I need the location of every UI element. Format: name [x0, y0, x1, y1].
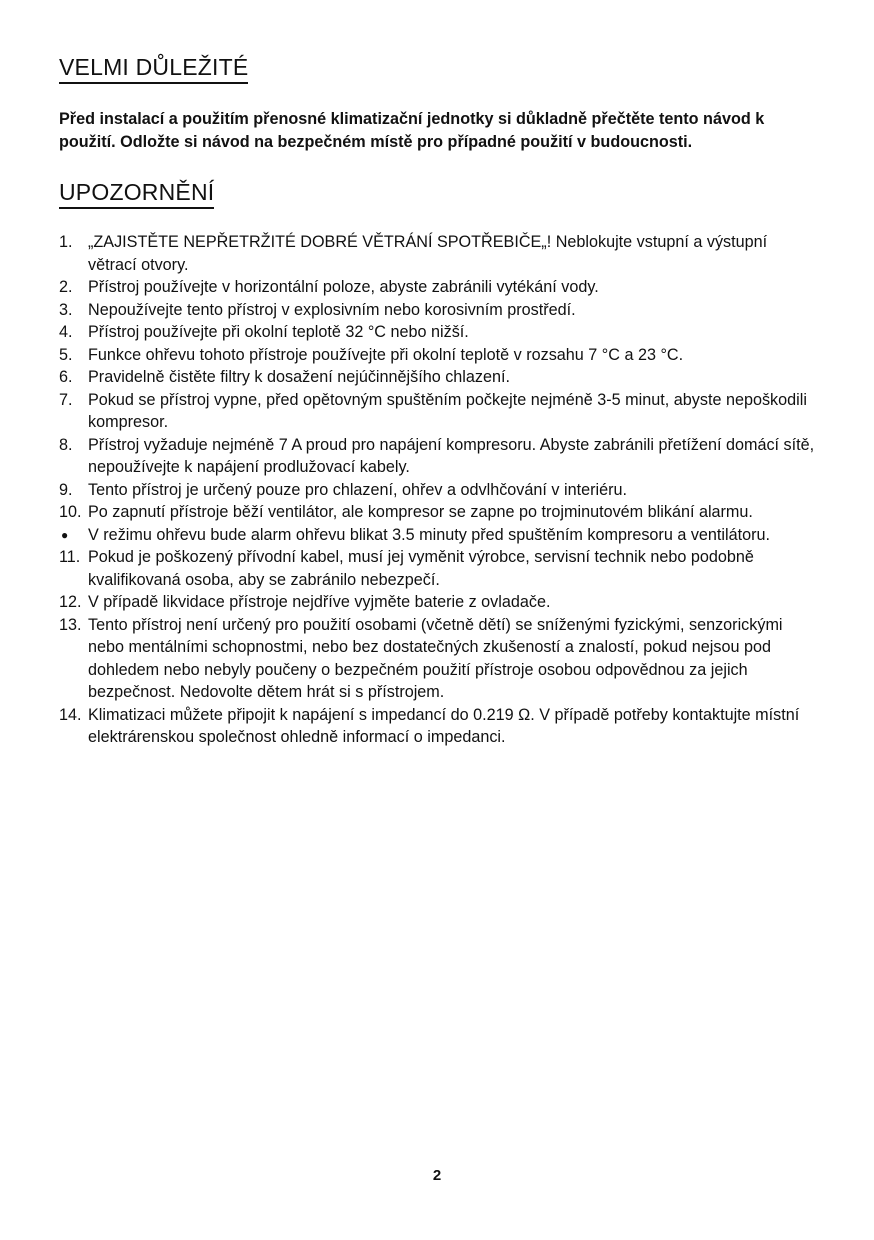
list-marker: 3. — [59, 300, 73, 319]
list-item — [59, 344, 819, 367]
list-item-text: V případě likvidace přístroje nejdříve vyjměte baterie z ovladače. — [88, 593, 551, 611]
list-item — [59, 591, 819, 614]
document-page — [59, 52, 819, 749]
list-marker: 2. — [59, 278, 73, 296]
list-item-text: Přístroj vyžaduje nejméně 7 A proud pro napájení kompresoru. Abyste zabránili přetížení domácí sítě, nepoužívejte k napájení prodlužovací kabely. — [88, 435, 815, 476]
list-item-text: Pravidelně čistěte filtry k dosažení nejúčinnějšího chlazení. — [88, 368, 511, 386]
list-marker: 13. — [59, 615, 82, 634]
list-item-text: Funkce ohřevu tohoto přístroje používejte při okolní teplotě v rozsahu 7 °C a 23 °C. — [88, 345, 684, 364]
list-item — [59, 231, 819, 276]
list-item — [59, 614, 819, 704]
list-item — [59, 501, 819, 524]
list-item — [59, 389, 819, 434]
list-item — [59, 524, 819, 547]
list-item-text: Pokud se přístroj vypne, před opětovným spuštěním počkejte nejméně 3-5 minut, abyste nepoškodili kompresor. — [88, 390, 807, 431]
list-item — [59, 704, 819, 749]
list-item — [59, 366, 819, 389]
list-item-text: Klimatizaci můžete připojit k napájení s impedancí do 0.219 Ω. V případě potřeby kontaktujte místní elektrárenskou společnost ohledně informací o impedanci. — [88, 705, 800, 746]
list-marker: 5. — [59, 345, 73, 364]
list-item — [59, 321, 819, 344]
list-item — [59, 546, 819, 591]
list-item-text: Pokud je poškozený přívodní kabel, musí jej vyměnit výrobce, servisní technik nebo podobně kvalifikovaná osoba, aby se zabránilo nebezpečí. — [88, 548, 754, 589]
important-notice-text: Před instalací a použitím přenosné klimatizační jednotky si důkladně přečtěte tento návod k použití. Odložte si návod na bezpečném místě pro případné použití v budoucnosti. — [59, 110, 765, 151]
list-item-text: V režimu ohřevu bude alarm ohřevu blikat 3.5 minuty před spuštěním kompresoru a ventilátoru. — [88, 525, 771, 544]
list-item-text: Nepoužívejte tento přístroj v explosivním nebo korosivním prostředí. — [88, 300, 576, 319]
list-item — [59, 276, 819, 299]
list-marker: 10. — [59, 503, 82, 521]
list-marker: 8. — [59, 435, 73, 454]
list-marker: 7. — [59, 390, 73, 409]
list-item-text: „ZAJISTĚTE NEPŘETRŽITÉ DOBRÉ VĚTRÁNÍ SPOTŘEBIČE„! Neblokujte vstupní a výstupní větrací otvory. — [88, 233, 768, 274]
warning-list — [59, 231, 819, 749]
list-item-text: Tento přístroj není určený pro použití osobami (včetně dětí) se sníženými fyzickými, senzorickými nebo mentálními schopnostmi, nebo bez dostatečných zkušeností a znalostí, pokud nejsou pod dohledem nebo nebyly poučeny o bezpečném použití přístroje osobou odpovědnou za jejich bezpečnost. Nedovolte dětem hrát si s přístrojem. — [88, 615, 783, 701]
list-item — [59, 434, 819, 479]
list-item-text: Po zapnutí přístroje běží ventilátor, ale kompresor se zapne po trojminutovém blikání alarmu. — [88, 503, 753, 521]
list-item-text: Přístroj používejte při okolní teplotě 32 °C nebo nižší. — [88, 323, 469, 341]
warning-heading: UPOZORNĚNÍ — [59, 177, 214, 209]
page-number: 2 — [432, 1167, 442, 1184]
list-item-text: Tento přístroj je určený pouze pro chlazení, ohřev a odvlhčování v interiéru. — [88, 480, 627, 499]
important-heading: VELMI DŮLEŽITÉ — [59, 52, 248, 84]
list-marker: 4. — [59, 323, 73, 341]
list-item-text: Přístroj používejte v horizontální poloze, abyste zabránili vytékání vody. — [88, 278, 599, 296]
bullet-icon: ● — [61, 527, 69, 542]
list-marker: 1. — [59, 233, 73, 251]
list-marker: 11. — [59, 548, 81, 566]
list-marker: 14. — [59, 705, 82, 724]
list-item — [59, 479, 819, 502]
list-marker: 12. — [59, 593, 82, 611]
list-marker: 6. — [59, 368, 73, 386]
list-marker: 9. — [59, 480, 73, 499]
list-item — [59, 299, 819, 322]
